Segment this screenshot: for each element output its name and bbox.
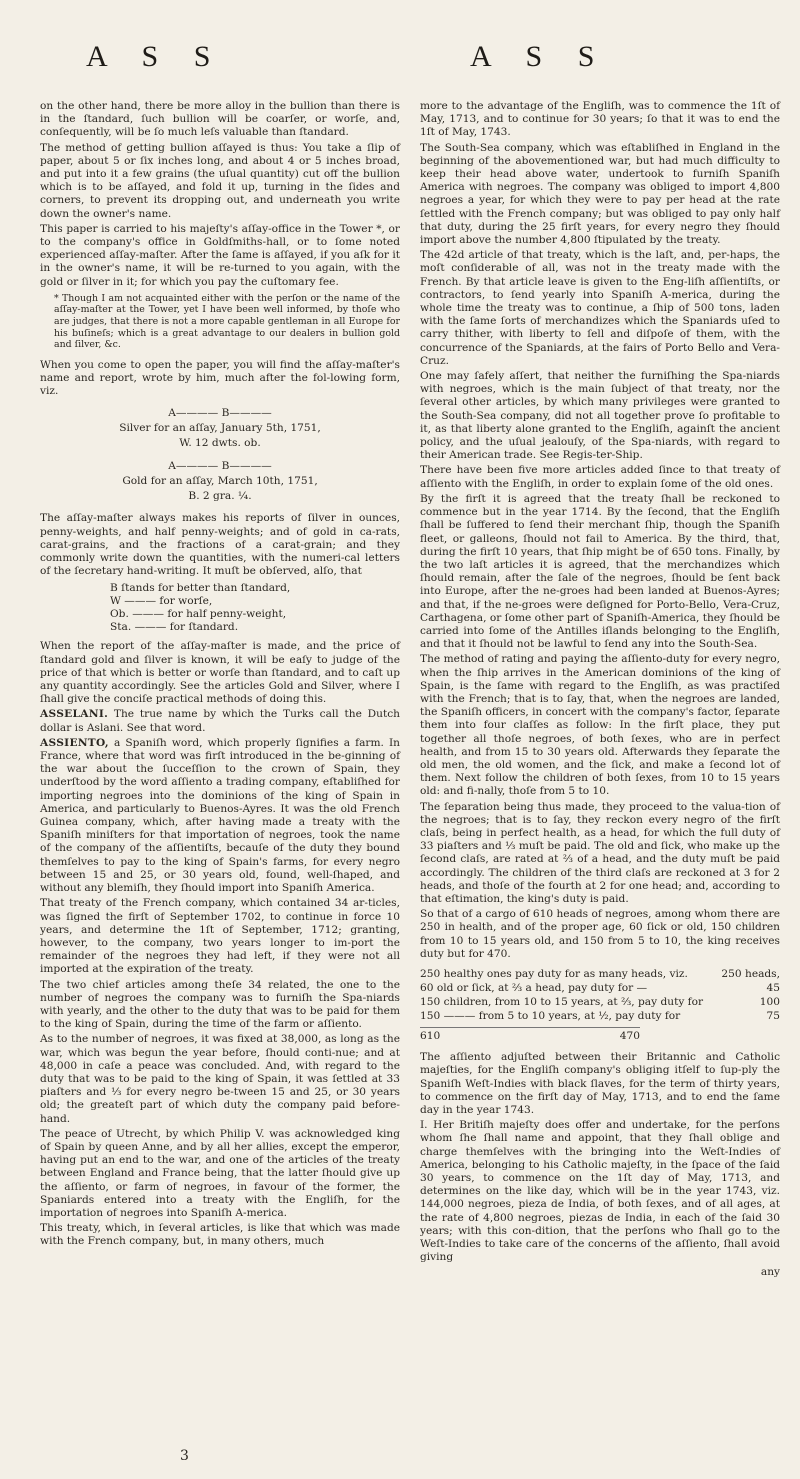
header-left: A S S	[86, 40, 225, 73]
page-number: 3	[180, 1448, 189, 1464]
paragraph: That treaty of the French company, which contained 34 ar-ticles, was ſigned the firſt of September 1702, to continue in force 10 years, and determine the 1ſt of September, 1712; granting, however, to the company, two years longer to im-port the remainder of the negroes they had left, if they were not all imported at the expiration of the treaty.	[40, 897, 400, 976]
paragraph: The peace of Utrecht, by which Philip V. was acknowledged king of Spain by queen Anne, and by all her allies, except the emperor, having put an end to the war, and one of the articles of the treaty between England and France being, that the latter ſhould give up the aſſiento, or farm of negroes, in favour of the former, the Spaniards entered into a treaty with the Engliſh, for the importation of negroes into Spaniſh A-merica.	[40, 1127, 400, 1219]
paragraph: on the other hand, there be more alloy in the bullion than there is in the ſtandard, ſuch bullion will be coarſer, or worſe, and, conſequently, will be ſo much leſs valuable than ſtandard.	[40, 100, 400, 139]
assay-marks-list	[110, 582, 400, 634]
paragraph: The 42d article of that treaty, which is the laſt, and, per-haps, the moſt conſiderable of all, was not in the treaty made with the French. By that article leave is given to the Eng-liſh aſſientiſts, or contractors, to ſend yearly into Spaniſh A-merica, during the whole time the treaty was to continue, a ſhip of 500 tons, laden with the ſame ſorts of merchandizes which the Spaniards uſed to carry thither, with liberty to ſell and diſpoſe of them, with the concurrence of the Spaniards, at the fairs of Porto Bello and Vera-Cruz.	[420, 249, 780, 367]
paragraph: This paper is carried to his majeſty's aſſay-office in the Tower *, or to the company's office in Goldſmiths-hall, or to ſome noted experienced aſſay-maſter. After the ſame is aſſayed, if you aſk for it in the owner's name, it will be re-turned to you again, with the gold or ſilver in it; for which you pay the cuſtomary fee.	[40, 222, 400, 288]
table-total: 610 470	[420, 1027, 640, 1043]
table-row: 60 old or ſick, at ⅔ a head, pay duty for — 45	[420, 982, 780, 994]
table-row: 150 children, from 10 to 15 years, at ⅔, pay duty for 100	[420, 996, 780, 1008]
footnote: * Though I am not acquainted either with the perſon or the name of the aſſay-maſter at the Tower, yet I have been well informed, by thoſe who are judges, that there is not a more capable gentleman in all Europe for his buſineſs; which is a great advantage to our dealers in bullion gold and ſilver, &c.	[54, 292, 400, 351]
headword: ASSELANI.	[40, 708, 109, 721]
paragraph: I. Her Britiſh majeſty does offer and undertake, for the perſons whom ſhe ſhall name and appoint, that they ſhall oblige and charge themſelves with the bringing into the Weſt-Indies of America, belonging to his Catholic majeſty, in the ſpace of the ſaid 30 years, to commence on the 1ſt day of May, 1713, and determines on the like day, which will be in the year 1743, viz. 144,000 negroes, pieza de India, of both ſexes, and of all ages, at the rate of 4,800 negroes, piezas de India, in each of the ſaid 30 years; with this con-dition, that the perſons who ſhall go to the Weſt-Indies to take care of the concerns of the aſſiento, ſhall avoid giving	[420, 1119, 780, 1264]
paragraph: The two chief articles among theſe 34 related, the one to the number of negroes the company was to furniſh the Spa-niards with yearly, and the other to the duty that was to be paid for them to the king of Spain, during the time of the farm or aſſiento.	[40, 978, 400, 1031]
paragraph: more to the advantage of the Engliſh, was to commence the 1ſt of May, 1713, and to continue for 30 years; ſo that it was to end the 1ſt of May, 1743.	[420, 100, 780, 139]
paragraph: So that of a cargo of 610 heads of negroes, among whom there are 250 in health, and of the proper age, 60 ſick or old, 150 children from 10 to 15 years old, and 150 from 5 to 10, the king receives duty but for 470.	[420, 908, 780, 960]
paragraph: The South-Sea company, which was eſtabliſhed in England in the beginning of the abovementioned war, but had much difficulty to keep their head above water, undertook to furniſh Spaniſh America with negroes. The company was obliged to import 4,800 negroes a year, for which they were to pay per head at the rate ſettled with the French company; but was obliged to pay only half that duty, during the 25 firſt years, for every negro they ſhould import above the number 4,800 ſtipulated by the treaty.	[420, 141, 780, 247]
table-row: 250 healthy ones pay duty for as many heads, viz. 250 heads,	[420, 968, 780, 980]
paragraph: The method of getting bullion aſſayed is thus: You take a ſlip of paper, about 5 or ſix inches long, and about 4 or 5 inches broad, and put into it a few grains (the uſual quantity) cut off the bullion which is to be aſſayed, and fold it up, turning in the ſides and corners, to prevent its dropping out, and underneath you write down the owner's name.	[40, 141, 400, 220]
assay-example-silver: A———— B———— Silver for an aſſay, January 5th, 1751, W. 12 dwts. ob.	[119, 407, 321, 450]
paragraph: This treaty, which, in ſeveral articles, is like that which was made with the French company, but, in many others, much	[40, 1222, 400, 1248]
paragraph: When the report of the aſſay-maſter is made, and the price of ſtandard gold and ſilver is known, it will be eaſy to judge of the price of that which is better or worſe than ſtandard, and to caſt up any quantity accordingly. See the articles Gold and Silver, where I ſhall give the conciſe practical methods of doing this.	[40, 640, 400, 706]
paragraph: When you come to open the paper, you will find the aſſay-maſter's name and report, wrote by him, much after the fol-lowing form, viz.	[40, 358, 400, 398]
paragraph: One may ſafely aſſert, that neither the furniſhing the Spa-niards with negroes, which is the main ſubject of that treaty, nor the ſeveral other articles, by which many privileges were granted to the South-Sea company, did not all together prove ſo profitable to it, as that liberty alone granted to the Engliſh, againſt the ancient policy, and the uſual jealouſy, of the Spa-niards, with regard to their American trade. See Regis-ter-Ship.	[420, 370, 780, 462]
paragraph: As to the number of negroes, it was fixed at 38,000, as long as the war, which was begun the year before, ſhould conti-nue; and at 48,000 in caſe a peace was concluded. And, with regard to the duty that was to be paid to the king of Spain, it was ſettled at 33 piaſters and ⅓ for every negro be-tween 15 and 25, or 30 years old; the greateſt part of which duty the company paid before-hand.	[40, 1033, 400, 1125]
left-column	[40, 100, 400, 1251]
mark-item: B ſtands for better than ſtandard,	[110, 582, 291, 595]
duty-table	[420, 967, 780, 1023]
header-right: A S S	[470, 40, 609, 73]
mark-item: Ob. ——— for half penny-weight,	[110, 608, 287, 621]
entry-aslani: ASSELANI. The true name by which the Turks call the Dutch dollar is Aslani. See that word.	[40, 708, 400, 734]
right-column	[420, 100, 780, 1280]
entry-asiento: ASSIENTO, a Spaniſh word, which properly ſignifies a farm. In France, where that word was firſt introduced in the be-ginning of the war about the ſucceſſion to the crown of Spain, they underſtood by the word aſſiento a trading company, eſtabliſhed for importing negroes into the dominions of the king of Spain in America, and particularly to Buenos-Ayres. It was the old French Guinea company, which, after having made a treaty with the Spaniſh miniſters for that importation of negroes, took the name of the company of the aſſientiſts, becauſe of the duty they bound themſelves to pay to the king of Spain's farms, for every negro between 15 and 25, or 30 years old, found, well-ſhaped, and without any blemiſh, they ſhould import into Spaniſh America.	[40, 736, 400, 895]
mark-item: Sta. ——— for ſtandard.	[110, 621, 239, 634]
table-row: 150 ——— from 5 to 10 years, at ½, pay duty for 75	[420, 1010, 780, 1022]
paragraph: There have been five more articles added ſince to that treaty of aſſiento with the Engliſh, in order to explain ſome of the old ones.	[420, 464, 780, 490]
mark-item: W ——— for worſe,	[110, 595, 213, 608]
catchword: any	[760, 1266, 780, 1279]
paragraph: By the firſt it is agreed that the treaty ſhall be reckoned to commence but in the year 1714. By the ſecond, that the Engliſh ſhall be ſuffered to ſend their merchant ſhip, though the Spaniſh fleet, or galleons, ſhould not fail to America. By the third, that, during the firſt 10 years, that ſhip might be of 650 tons. Finally, by the two laſt articles it is agreed, that the merchandizes which ſhould remain, after the ſale of the negroes, ſhould be ſent back into Europe, after the ne-groes had been landed at Buenos-Ayres; and that, if the ne-groes were deſigned for Porto-Bello, Vera-Cruz, Carthagena, or ſome other part of Spaniſh-America, they ſhould be carried into ſome of the Antilles iſlands belonging to the Engliſh, and that it ſhould not be lawful to ſend any into the South-Sea.	[420, 492, 780, 651]
paragraph: The method of rating and paying the aſſiento-duty for every negro, when the ſhip arrives in the American dominions of the king of Spain, is the ſame with regard to the Engliſh, as was practiſed with the French; that is to ſay, that, when the negroes are landed, the Spaniſh officers, in concert with the company's factor, ſeparate them into four claſſes as follow: In the firſt place, they put together all thoſe negroes, of both ſexes, who are in perfect health, and from 15 to 30 years old. Afterwards they ſeparate the old men, the old women, and the ſick, and make a ſecond lot of them. Next follow the children of both ſexes, from 10 to 15 years old: and fi-nally, thoſe from 5 to 10.	[420, 653, 780, 798]
paragraph: The aſſiento adjuſted between their Britannic and Catholic majeſties, for the Engliſh company's obliging itſelf to ſup-ply the Spaniſh Weſt-Indies with black ſlaves, for the term of thirty years, to commence on the firſt day of May, 1713, and to end the ſame day in the year 1743.	[420, 1051, 780, 1117]
headword: ASSIENTO,	[40, 736, 109, 749]
running-header	[0, 40, 800, 100]
assay-example-gold: A———— B———— Gold for an aſſay, March 10th, 1751, B. 2 gra. ¼.	[122, 460, 318, 503]
paragraph: The aſſay-maſter always makes his reports of ſilver in ounces, penny-weights, and half penny-weights; and of gold in ca-rats, carat-grains, and the fractions of a carat-grain; and they commonly write down the quantities, with the numeri-cal letters of the ſecretary hand-writing. It muſt be obſerved, alſo, that	[40, 512, 400, 578]
paragraph: The ſeparation being thus made, they proceed to the valua-tion of the negroes; that is to ſay, they reckon every negro of the firſt claſs, being in perfect health, as a head, for which the full duty of 33 piaſters and ⅓ muſt be paid. The old and ſick, who make up the ſecond claſs, are rated at ⅔ of a head, and the duty muſt be paid accordingly. The children of the third claſs are reckoned at 3 for 2 heads, and thoſe of the fourth at 2 for one head; and, according to that eſtimation, the king's duty is paid.	[420, 800, 780, 905]
